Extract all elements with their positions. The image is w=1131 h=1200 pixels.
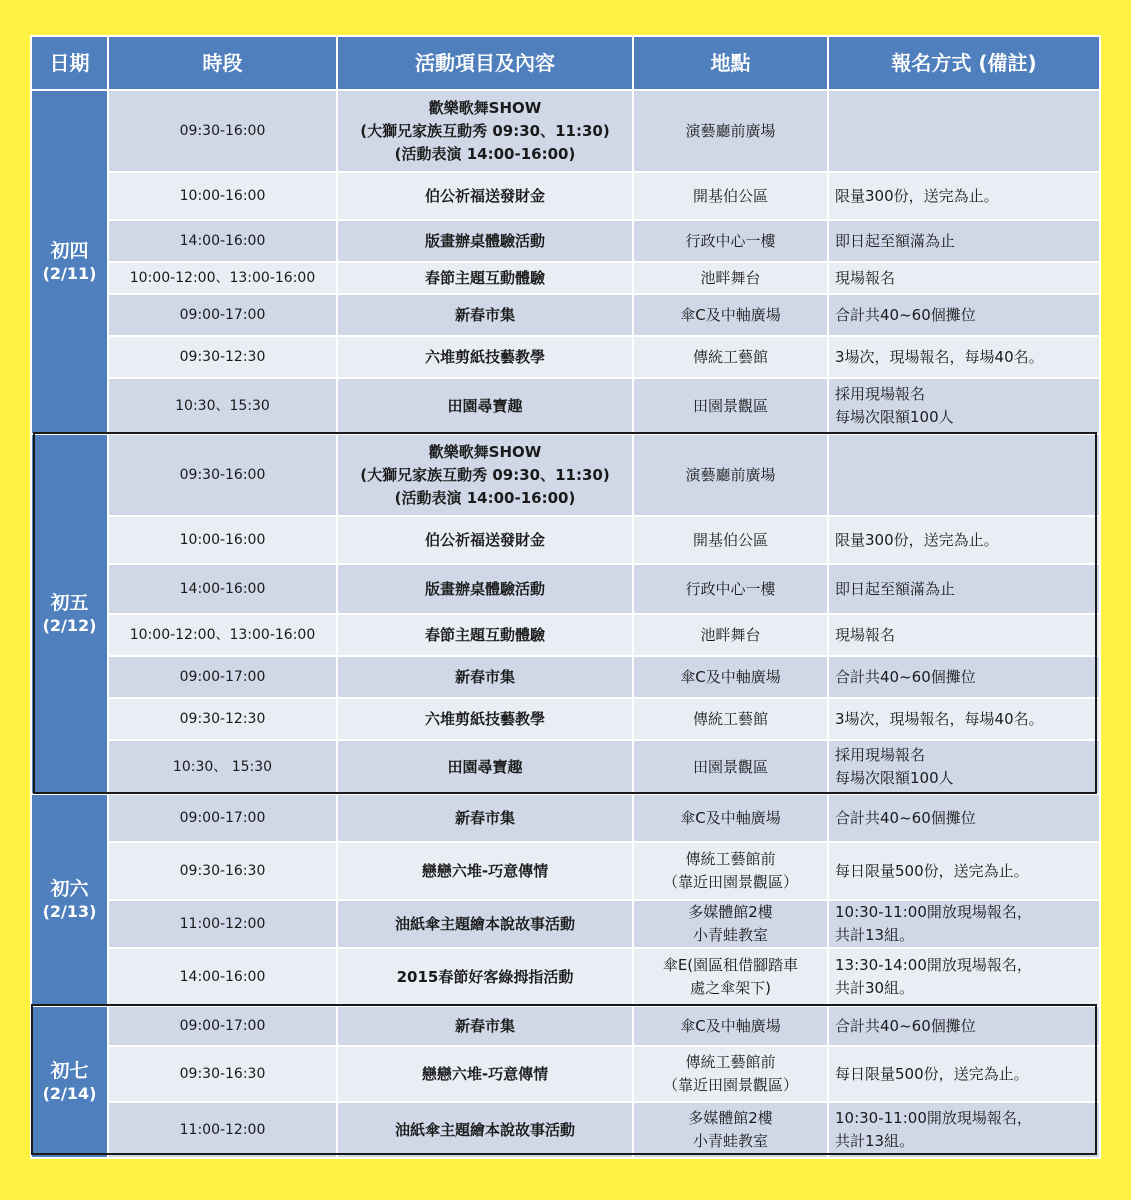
day-name: 初五 bbox=[50, 592, 89, 614]
text-line: 行政中心一樓 bbox=[685, 579, 776, 598]
text-line: 共計13組。 bbox=[835, 1132, 915, 1150]
schedule-row bbox=[31, 262, 1100, 294]
text-line: 合計共40~60個攤位 bbox=[835, 667, 976, 686]
time-cell: 14:00-16:00 bbox=[108, 564, 337, 614]
location-cell bbox=[633, 794, 828, 842]
activity-cell bbox=[337, 794, 633, 842]
signup-note-cell bbox=[828, 1102, 1100, 1158]
text-line: 合計共40~60個攤位 bbox=[835, 305, 976, 324]
signup-note-cell bbox=[828, 220, 1100, 262]
time-cell: 09:30-12:30 bbox=[108, 698, 337, 740]
schedule-row bbox=[31, 842, 1100, 900]
activity-cell bbox=[337, 948, 633, 1006]
activity-cell bbox=[337, 656, 633, 698]
text-line: 傘C及中軸廣場 bbox=[680, 808, 781, 827]
text-line: (活動表演 14:00-16:00) bbox=[394, 144, 576, 163]
text-line: 限量300份，送完為止。 bbox=[835, 186, 999, 205]
text-line: 每日限量500份，送完為止。 bbox=[835, 1064, 1029, 1083]
text-line: 採用現場報名 bbox=[835, 385, 926, 403]
schedule-body bbox=[31, 90, 1100, 1158]
time-cell: 11:00-12:00 bbox=[108, 900, 337, 948]
text-line: 田園景觀區 bbox=[692, 396, 768, 415]
header-row bbox=[31, 36, 1100, 90]
schedule-row bbox=[31, 698, 1100, 740]
text-line: 3場次，現場報名，每場40名。 bbox=[835, 347, 1044, 366]
text-line: 小青蛙教室 bbox=[692, 926, 768, 944]
text-line: 春節主題互動體驗 bbox=[424, 625, 545, 644]
signup-note-cell bbox=[828, 948, 1100, 1006]
signup-note-cell bbox=[828, 172, 1100, 220]
text-line: （靠近田園景觀區） bbox=[662, 873, 798, 891]
activity-cell bbox=[337, 172, 633, 220]
location-cell bbox=[633, 434, 828, 516]
signup-note-cell bbox=[828, 378, 1100, 434]
text-line: 10:30-11:00開放現場報名， bbox=[835, 1109, 1032, 1127]
text-line: (大獅兄家族互動秀 09:30、11:30) bbox=[360, 121, 610, 140]
location-cell bbox=[633, 294, 828, 336]
schedule-row bbox=[31, 564, 1100, 614]
location-cell bbox=[633, 740, 828, 794]
schedule-row bbox=[31, 1046, 1100, 1102]
location-cell bbox=[633, 516, 828, 564]
header-time: 時段 bbox=[108, 36, 337, 90]
text-line: 田園尋寶趣 bbox=[447, 757, 523, 776]
signup-note-cell bbox=[828, 434, 1100, 516]
text-line: 演藝廳前廣場 bbox=[685, 121, 776, 140]
text-line: (大獅兄家族互動秀 09:30、11:30) bbox=[360, 465, 610, 484]
activity-cell bbox=[337, 1102, 633, 1158]
signup-note-cell bbox=[828, 1046, 1100, 1102]
text-line: 戀戀六堆-巧意傳情 bbox=[421, 1064, 549, 1083]
text-line: 行政中心一樓 bbox=[685, 231, 776, 250]
activity-cell bbox=[337, 842, 633, 900]
text-line: 10:30-11:00開放現場報名， bbox=[835, 903, 1032, 921]
schedule-row bbox=[31, 378, 1100, 434]
text-line: 田園尋寶趣 bbox=[447, 396, 523, 415]
text-line: 六堆剪紙技藝教學 bbox=[424, 709, 545, 728]
schedule-row bbox=[31, 1006, 1100, 1046]
text-line: 採用現場報名 bbox=[835, 746, 926, 764]
header-activity: 活動項目及內容 bbox=[337, 36, 633, 90]
schedule-row bbox=[31, 220, 1100, 262]
time-cell: 10:30、 15:30 bbox=[108, 740, 337, 794]
text-line: 池畔舞台 bbox=[700, 625, 761, 644]
text-line: 傳統工藝館 bbox=[692, 347, 768, 366]
text-line: 演藝廳前廣場 bbox=[685, 465, 776, 484]
location-cell bbox=[633, 1006, 828, 1046]
schedule-row bbox=[31, 172, 1100, 220]
activity-cell bbox=[337, 516, 633, 564]
location-cell bbox=[633, 378, 828, 434]
text-line: 開基伯公區 bbox=[692, 530, 768, 549]
signup-note-cell bbox=[828, 294, 1100, 336]
schedule-table bbox=[30, 35, 1101, 1159]
signup-note-cell bbox=[828, 516, 1100, 564]
text-line: 油紙傘主題繪本說故事活動 bbox=[394, 914, 575, 933]
text-line: 版畫辦桌體驗活動 bbox=[424, 579, 545, 598]
schedule-row bbox=[31, 900, 1100, 948]
location-cell bbox=[633, 842, 828, 900]
time-cell: 14:00-16:00 bbox=[108, 220, 337, 262]
time-cell: 09:30-16:30 bbox=[108, 842, 337, 900]
day-date: (2/14) bbox=[42, 1084, 97, 1103]
text-line: 戀戀六堆-巧意傳情 bbox=[421, 861, 549, 880]
text-line: 即日起至額滿為止 bbox=[835, 579, 956, 598]
text-line: 共計13組。 bbox=[835, 926, 915, 944]
text-line: 伯公祈福送發財金 bbox=[424, 530, 545, 549]
header-signup: 報名方式 (備註) bbox=[828, 36, 1100, 90]
text-line: 傘E(園區租借腳踏車 bbox=[662, 956, 799, 974]
activity-cell bbox=[337, 262, 633, 294]
time-cell: 09:00-17:00 bbox=[108, 1006, 337, 1046]
text-line: 2015春節好客綠拇指活動 bbox=[396, 967, 574, 986]
activity-cell bbox=[337, 740, 633, 794]
text-line: 處之傘架下) bbox=[690, 979, 771, 997]
time-cell: 10:00-16:00 bbox=[108, 172, 337, 220]
text-line: 新春市集 bbox=[454, 1016, 515, 1035]
text-line: 春節主題互動體驗 bbox=[424, 268, 545, 287]
signup-note-cell bbox=[828, 614, 1100, 656]
text-line: 現場報名 bbox=[835, 625, 896, 644]
text-line: 共計30組。 bbox=[835, 979, 915, 997]
text-line: 即日起至額滿為止 bbox=[835, 231, 956, 250]
text-line: 合計共40~60個攤位 bbox=[835, 808, 976, 827]
time-cell: 09:00-17:00 bbox=[108, 794, 337, 842]
text-line: 小青蛙教室 bbox=[692, 1132, 768, 1150]
day-date: (2/13) bbox=[42, 902, 97, 921]
signup-note-cell bbox=[828, 794, 1100, 842]
time-cell: 10:00-16:00 bbox=[108, 516, 337, 564]
text-line: 傘C及中軸廣場 bbox=[680, 1016, 781, 1035]
text-line: 合計共40~60個攤位 bbox=[835, 1016, 976, 1035]
text-line: 六堆剪紙技藝教學 bbox=[424, 347, 545, 366]
signup-note-cell bbox=[828, 698, 1100, 740]
time-cell: 10:30、15:30 bbox=[108, 378, 337, 434]
schedule-row bbox=[31, 614, 1100, 656]
text-line: 傳統工藝館 bbox=[692, 709, 768, 728]
location-cell bbox=[633, 1046, 828, 1102]
text-line: 新春市集 bbox=[454, 808, 515, 827]
text-line: 開基伯公區 bbox=[692, 186, 768, 205]
day-name: 初四 bbox=[50, 240, 89, 262]
time-cell: 11:00-12:00 bbox=[108, 1102, 337, 1158]
schedule-row bbox=[31, 434, 1100, 516]
schedule-row bbox=[31, 740, 1100, 794]
text-line: 每日限量500份，送完為止。 bbox=[835, 861, 1029, 880]
day-cell bbox=[31, 1006, 108, 1158]
schedule-row bbox=[31, 294, 1100, 336]
activity-cell bbox=[337, 1046, 633, 1102]
activity-cell bbox=[337, 336, 633, 378]
location-cell bbox=[633, 948, 828, 1006]
text-line: 每場次限額100人 bbox=[835, 769, 954, 787]
schedule-row bbox=[31, 516, 1100, 564]
text-line: 傳統工藝館前 bbox=[685, 1053, 776, 1071]
schedule-row bbox=[31, 948, 1100, 1006]
activity-cell bbox=[337, 378, 633, 434]
text-line: （靠近田園景觀區） bbox=[662, 1076, 798, 1094]
time-cell: 10:00-12:00、13:00-16:00 bbox=[108, 262, 337, 294]
signup-note-cell bbox=[828, 740, 1100, 794]
schedule-row bbox=[31, 794, 1100, 842]
activity-cell bbox=[337, 434, 633, 516]
text-line: 油紙傘主題繪本說故事活動 bbox=[394, 1120, 575, 1139]
text-line: 伯公祈福送發財金 bbox=[424, 186, 545, 205]
location-cell bbox=[633, 656, 828, 698]
text-line: 限量300份，送完為止。 bbox=[835, 530, 999, 549]
time-cell: 14:00-16:00 bbox=[108, 948, 337, 1006]
text-line: 每場次限額100人 bbox=[835, 408, 954, 426]
day-date: (2/11) bbox=[42, 264, 97, 283]
activity-cell bbox=[337, 900, 633, 948]
time-cell: 09:00-17:00 bbox=[108, 656, 337, 698]
text-line: 新春市集 bbox=[454, 305, 515, 324]
day-cell bbox=[31, 794, 108, 1006]
signup-note-cell bbox=[828, 900, 1100, 948]
signup-note-cell bbox=[828, 262, 1100, 294]
text-line: 歡樂歌舞SHOW bbox=[428, 442, 542, 461]
activity-cell bbox=[337, 220, 633, 262]
location-cell bbox=[633, 698, 828, 740]
text-line: 多媒體館2樓 bbox=[688, 903, 773, 921]
day-name: 初六 bbox=[50, 878, 89, 900]
text-line: 多媒體館2樓 bbox=[688, 1109, 773, 1127]
day-date: (2/12) bbox=[42, 616, 97, 635]
text-line: 3場次，現場報名，每場40名。 bbox=[835, 709, 1044, 728]
location-cell bbox=[633, 1102, 828, 1158]
text-line: 新春市集 bbox=[454, 667, 515, 686]
activity-cell bbox=[337, 294, 633, 336]
text-line: 池畔舞台 bbox=[700, 268, 761, 287]
time-cell: 09:30-16:30 bbox=[108, 1046, 337, 1102]
text-line: 田園景觀區 bbox=[692, 757, 768, 776]
text-line: 版畫辦桌體驗活動 bbox=[424, 231, 545, 250]
time-cell: 10:00-12:00、13:00-16:00 bbox=[108, 614, 337, 656]
location-cell bbox=[633, 614, 828, 656]
signup-note-cell bbox=[828, 90, 1100, 172]
location-cell bbox=[633, 262, 828, 294]
location-cell bbox=[633, 172, 828, 220]
activity-cell bbox=[337, 1006, 633, 1046]
text-line: (活動表演 14:00-16:00) bbox=[394, 488, 576, 507]
text-line: 傘C及中軸廣場 bbox=[680, 667, 781, 686]
time-cell: 09:30-12:30 bbox=[108, 336, 337, 378]
schedule-row bbox=[31, 336, 1100, 378]
location-cell bbox=[633, 336, 828, 378]
location-cell bbox=[633, 900, 828, 948]
location-cell bbox=[633, 564, 828, 614]
activity-cell bbox=[337, 90, 633, 172]
text-line: 歡樂歌舞SHOW bbox=[428, 98, 542, 117]
location-cell bbox=[633, 90, 828, 172]
schedule-row bbox=[31, 90, 1100, 172]
time-cell: 09:30-16:00 bbox=[108, 90, 337, 172]
day-cell bbox=[31, 90, 108, 434]
text-line: 13:30-14:00開放現場報名， bbox=[835, 956, 1032, 974]
day-name: 初七 bbox=[50, 1060, 89, 1082]
activity-cell bbox=[337, 564, 633, 614]
text-line: 傳統工藝館前 bbox=[685, 850, 776, 868]
activity-cell bbox=[337, 614, 633, 656]
day-cell bbox=[31, 434, 108, 794]
time-cell: 09:30-16:00 bbox=[108, 434, 337, 516]
header-date: 日期 bbox=[31, 36, 108, 90]
signup-note-cell bbox=[828, 564, 1100, 614]
activity-cell bbox=[337, 698, 633, 740]
header-location: 地點 bbox=[633, 36, 828, 90]
location-cell bbox=[633, 220, 828, 262]
signup-note-cell bbox=[828, 336, 1100, 378]
text-line: 現場報名 bbox=[835, 268, 896, 287]
signup-note-cell bbox=[828, 1006, 1100, 1046]
schedule-row bbox=[31, 1102, 1100, 1158]
text-line: 傘C及中軸廣場 bbox=[680, 305, 781, 324]
schedule-row bbox=[31, 656, 1100, 698]
signup-note-cell bbox=[828, 656, 1100, 698]
signup-note-cell bbox=[828, 842, 1100, 900]
time-cell: 09:00-17:00 bbox=[108, 294, 337, 336]
